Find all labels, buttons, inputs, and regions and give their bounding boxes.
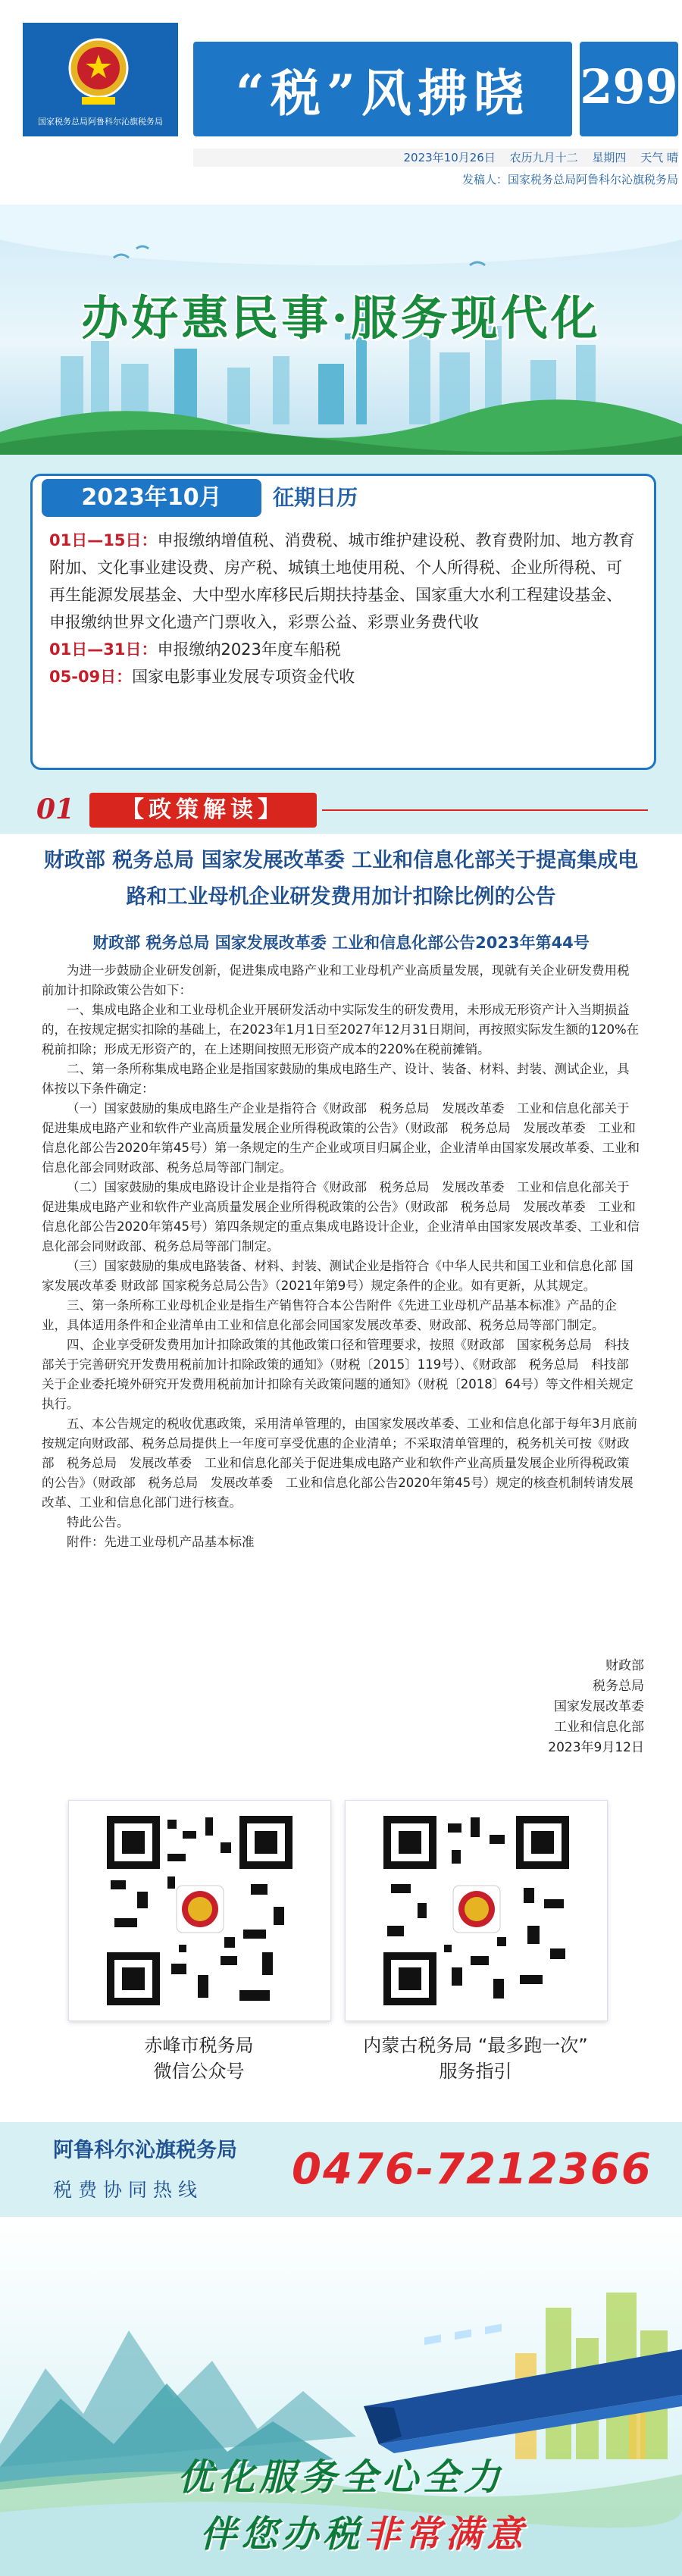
qr-card-guide[interactable] (345, 1800, 608, 2021)
article-paragraph: （二）国家鼓励的集成电路设计企业是指符合《财政部 税务总局 发展改革委 工业和信息化部关于促进集成电路产业和软件产业高质量发展企业所得税政策的公告》（财政部 税务总局 发展改革委 工业和信息化部公告2020年第45号）第四条规定的重点集成电路设计企业，企业清单由国家发展改革委、工业和信息化部会同财政部、税务总局等部门制定。 (42, 1180, 640, 1254)
dateline (193, 149, 678, 167)
publish-date: 2023年10月26日 (403, 151, 496, 164)
issue-number: 299 (580, 59, 678, 114)
hotline-label: 税费协同热线 (53, 2179, 204, 2201)
hotline-org: 阿鲁科尔沁旗税务局 (53, 2139, 237, 2162)
signature-date: 2023年9月12日 (548, 1740, 644, 1755)
signer: 财政部 (605, 1658, 644, 1673)
qr-caption-line: 赤峰市税务局 (144, 2035, 254, 2056)
article-title: 财政部 税务总局 国家发展改革委 工业和信息化部关于提高集成电路和工业母机企业研发费用加计扣除比例的公告 (43, 849, 639, 909)
tax-emblem-icon (53, 30, 144, 114)
footer-slogan-1: 优化服务全心全力 (177, 2456, 505, 2499)
lunar-date: 农历九月十二 (509, 151, 578, 164)
article-paragraph: 四、企业享受研发费用加计扣除政策的其他政策口径和管理要求，按照《财政部 国家税务总局 科技部关于完善研究开发费用税前加计扣除政策的通知》（财税〔2015〕119号）、《财政部 税务总局 科技部关于企业委托境外研究开发费用税前加计扣除有关政策问题的通知》（财税〔2018〕64号）等文件相关规定执行。 (42, 1338, 634, 1411)
newsletter-title: “税”风拂晓 (236, 64, 530, 123)
weekday: 星期四 (592, 151, 627, 164)
calendar-entries (49, 527, 637, 690)
qr-card-wechat[interactable] (68, 1800, 331, 2021)
signature-block (424, 1656, 644, 1758)
qr-code-icon (346, 1801, 607, 2020)
entry-date: 01日—15日： (49, 531, 158, 549)
calendar-entry (49, 636, 637, 663)
qr-caption-wechat (68, 2033, 330, 2084)
article-paragraph: 特此公告。 (67, 1515, 130, 1529)
banner-title: 办好惠民事·服务现代化 (81, 290, 601, 346)
qr-caption-line: 服务指引 (439, 2061, 512, 2082)
issuer-line: 发稿人：国家税务总局阿鲁科尔沁旗税务局 (461, 173, 678, 186)
slogan-highlight: 非常满意 (364, 2513, 528, 2556)
article-paragraph: 三、第一条所称工业母机企业是指生产销售符合本公告附件《先进工业母机产品基本标准》产品的企业，具体适用条件和企业清单由工业和信息化部会同国家发展改革委、财政部、税务总局等部门制定。 (42, 1298, 617, 1332)
calendar-label: 征期日历 (273, 485, 358, 510)
calendar-month: 2023年10月 (42, 479, 261, 517)
entry-date: 05-09日： (49, 668, 133, 686)
qr-caption-guide (345, 2033, 606, 2084)
article-paragraph: 五、本公告规定的税收优惠政策，采用清单管理的，由国家发展改革委、工业和信息化部于每年3月底前按规定向财政部、税务总局提供上一年度可享受优惠的企业清单；不采取清单管理的，税务机关可按《财政部 税务总局 发展改革委 工业和信息化部关于促进集成电路产业和软件产业高质量发展企业所得税政策的公告》（财政部 税务总局 发展改革委 工业和信息化部公告2020年第45号）规定的核查机制转请发展改革、工业和信息化部门进行核查。 (42, 1416, 637, 1510)
article-paragraph: （三）国家鼓励的集成电路装备、材料、封装、测试企业是指符合《中华人民共和国工业和信息化部 国家发展改革委 财政部 国家税务总局公告》（2021年第9号）规定条件的企业。如有更新，从其规定。 (42, 1259, 634, 1293)
signer: 国家发展改革委 (554, 1699, 644, 1714)
qr-caption-line: 微信公众号 (153, 2061, 245, 2082)
weather: 天气 晴 (640, 151, 678, 164)
entry-text: 国家电影事业发展专项资金代收 (132, 668, 355, 686)
qr-caption-line: 内蒙古税务局 “最多跑一次” (363, 2035, 588, 2056)
article-paragraph: 二、第一条所称集成电路企业是指国家鼓励的集成电路生产、设计、装备、材料、封装、测试企业，具体按以下条件确定： (42, 1062, 630, 1096)
section-divider (322, 809, 648, 811)
article-body (42, 961, 640, 1552)
entry-text: 申报缴纳增值税、消费税、城市维护建设税、教育费附加、地方教育附加、文化事业建设费、房产税、城镇土地使用税、个人所得税、企业所得税、可再生能源发展基金、大中型水库移民后期扶持基金、国家重大水利工程建设基金、申报缴纳世界文化遗产门票收入，彩票公益、彩票业务费代收 (49, 531, 635, 631)
article-subtitle: 财政部 税务总局 国家发展改革委 工业和信息化部公告2023年第44号 (92, 934, 590, 952)
signer: 工业和信息化部 (554, 1720, 644, 1735)
article-paragraph: 为进一步鼓励企业研发创新，促进集成电路产业和工业母机产业高质量发展，现就有关企业研发费用税前加计扣除政策公告如下： (42, 963, 630, 997)
article-paragraph: 附件：先进工业母机产品基本标准 (67, 1535, 255, 1549)
calendar-entry (49, 663, 637, 690)
calendar-entry (49, 527, 637, 636)
section-number: 01 (36, 793, 75, 825)
signer: 税务总局 (593, 1679, 644, 1694)
footer-slogan-2 (45, 2505, 682, 2557)
hotline-phone[interactable]: 0476-7212366 (292, 2145, 652, 2194)
qr-code-icon (69, 1801, 330, 2020)
emblem-caption: 国家税务总局阿鲁科尔沁旗税务局 (38, 117, 163, 127)
entry-date: 01日—31日： (49, 640, 158, 659)
entry-text: 申报缴纳2023年度车船税 (157, 640, 341, 659)
section-label: 【政策解读】 (89, 793, 317, 828)
slogan-part: 伴您办税 (199, 2513, 364, 2556)
article-paragraph: （一）国家鼓励的集成电路生产企业是指符合《财政部 税务总局 发展改革委 工业和信息化部关于促进集成电路产业和软件产业高质量发展企业所得税政策的公告》（财政部 税务总局 发展改革委 工业和信息化部公告2020年第45号）第一条规定的生产企业或项目归属企业，企业清单由国家发展改革委、工业和信息化部会同财政部、税务总局等部门制定。 (42, 1101, 640, 1175)
article-paragraph: 一、集成电路企业和工业母机企业开展研发活动中实际发生的研发费用，未形成无形资产计入当期损益的，在按规定据实扣除的基础上，在2023年1月1日至2027年12月31日期间，再按照实际发生额的120%在税前扣除；形成无形资产的，在上述期间按照无形资产成本的220%在税前摊销。 (42, 1003, 640, 1056)
